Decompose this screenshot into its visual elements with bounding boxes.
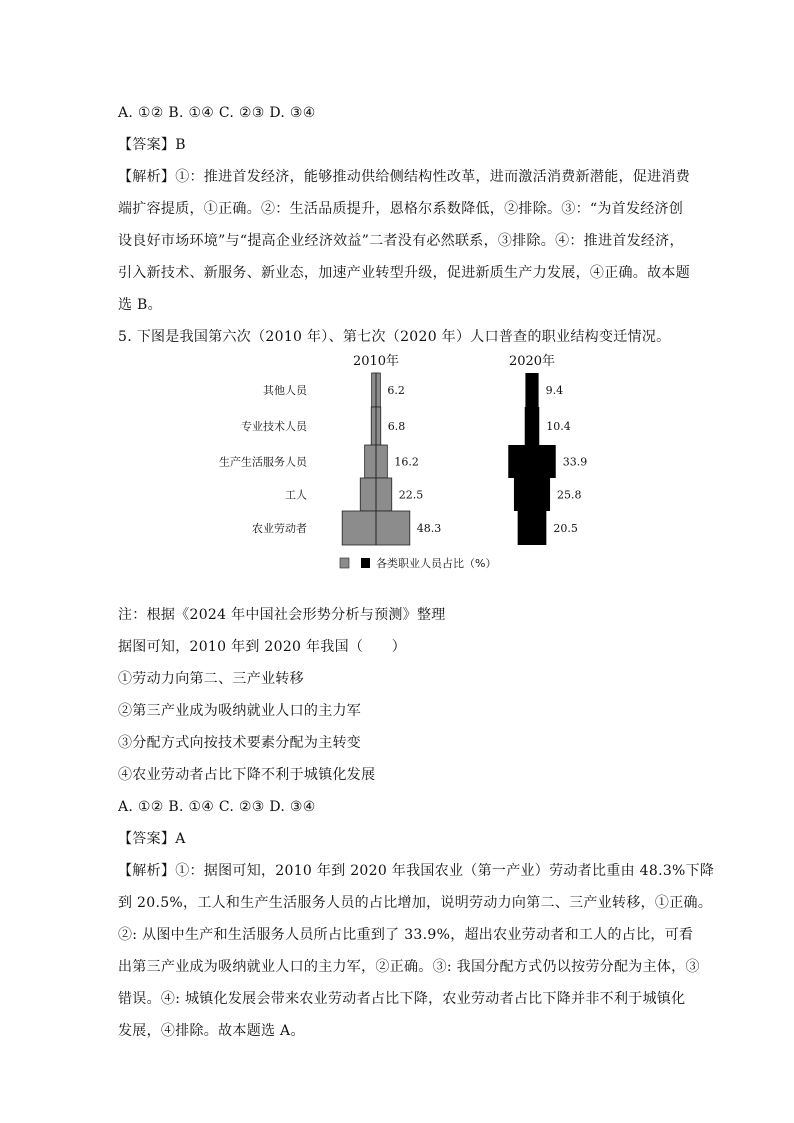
text-top-line-7: 选 B。 [118,297,162,313]
text-bottom-line-10: 到 20.5%，工人和生产生活服务人员的占比增加，说明劳动力向第二、三产业转移，①正确。 [118,895,713,911]
text-bottom-line-6: ④农业劳动者占比下降不利于城镇化发展 [118,767,376,783]
legend-swatch-gray [340,558,349,568]
text-bottom-line-11: ②: 从图中生产和生活服务人员所占比重到了 33.9%，超出农业劳动者和工人的占比，可看 [118,927,694,943]
category-label: 工人 [285,488,307,502]
text-bottom-line-2: 据图可知，2010 年到 2020 年我国（ ） [118,639,407,655]
data-label: 25.8 [557,488,582,502]
text-bottom-line-4: ②第三产业成为吸纳就业人口的主力军 [118,703,362,719]
text-top-line-2: 【答案】B [118,137,186,153]
text-bottom-line-8: 【答案】A [118,831,186,847]
category-label: 生产生活服务人员 [219,455,307,469]
data-label: 10.4 [546,420,571,433]
text-bottom-line-5: ③分配方式向按技术要素分配为主转变 [118,735,362,751]
text-top-line-5: 设良好市场环境”与“提高企业经济效益”二者没有必然联系，③排除。④：推进首发经济， [118,233,684,249]
bar-2020年-专业技术人员 [525,407,540,445]
bar-2020年-工人 [514,478,550,511]
text-bottom-line-13: 错误。④: 城镇化发展会带来农业劳动者占比下降，农业劳动者占比下降并非不利于城镇化 [118,991,686,1007]
text-bottom-line-3: ①劳动力向第二、三产业转移 [118,671,304,687]
bar-2020年-其他人员 [525,373,538,407]
data-label: 6.2 [387,384,405,397]
occupation-structure-chart [190,345,610,575]
text-bottom-line-9: 【解析】①：据图可知，2010 年到 2020 年我国农业（第一产业）劳动者比重由 48.3%下降 [118,863,715,879]
legend-swatch-black [361,558,370,568]
text-top-line-3: 【解析】①：推进首发经济，能够推动供给侧结构性改革，进而激活消费新潜能，促进消费 [118,169,690,185]
data-label: 9.4 [545,384,564,397]
text-top-line-8: 5. 下图是我国第六次（2010 年）、第七次（2020 年）人口普查的职业结构变迁情况。 [118,329,671,345]
bar-2020年-生产生活服务人员 [508,445,555,478]
text-bottom-line-14: 发展，④排除。故本题选 A。 [118,1023,305,1039]
bar-2020年-农业劳动者 [518,511,547,545]
text-top-line-4: 端扩容提质，①正确。②：生活品质提升，恩格尔系数降低，②排除。③：“为首发经济创 [118,201,684,217]
text-bottom-line-1: 注：根据《2024 年中国社会形势分析与预测》整理 [118,607,446,623]
data-label: 20.5 [553,522,578,535]
category-label: 专业技术人员 [241,420,307,433]
legend-label: 各类职业人员占比（%） [376,557,497,570]
text-top-line-6: 引入新技术、新服务、新业态，加速产业转型升级，促进新质生产力发展，④正确。故本题 [118,265,690,281]
series-title: 2020年 [508,354,556,369]
data-label: 33.9 [562,455,588,469]
chart-svg [190,345,610,575]
category-label: 农业劳动者 [252,522,307,535]
data-label: 6.8 [387,420,406,433]
text-bottom-line-12: 出第三产业成为吸纳就业人口的主力军，②正确。③: 我国分配方式仍以按劳分配为主体，③ [118,959,700,975]
data-label: 22.5 [398,488,424,502]
series-title: 2010年 [352,354,400,369]
data-label: 16.2 [394,455,419,469]
text-bottom-line-7: A. ①② B. ①④ C. ②③ D. ③④ [118,799,316,815]
text-top-line-1: A. ①② B. ①④ C. ②③ D. ③④ [118,105,316,121]
data-label: 48.3 [416,522,442,535]
category-label: 其他人员 [263,384,307,397]
